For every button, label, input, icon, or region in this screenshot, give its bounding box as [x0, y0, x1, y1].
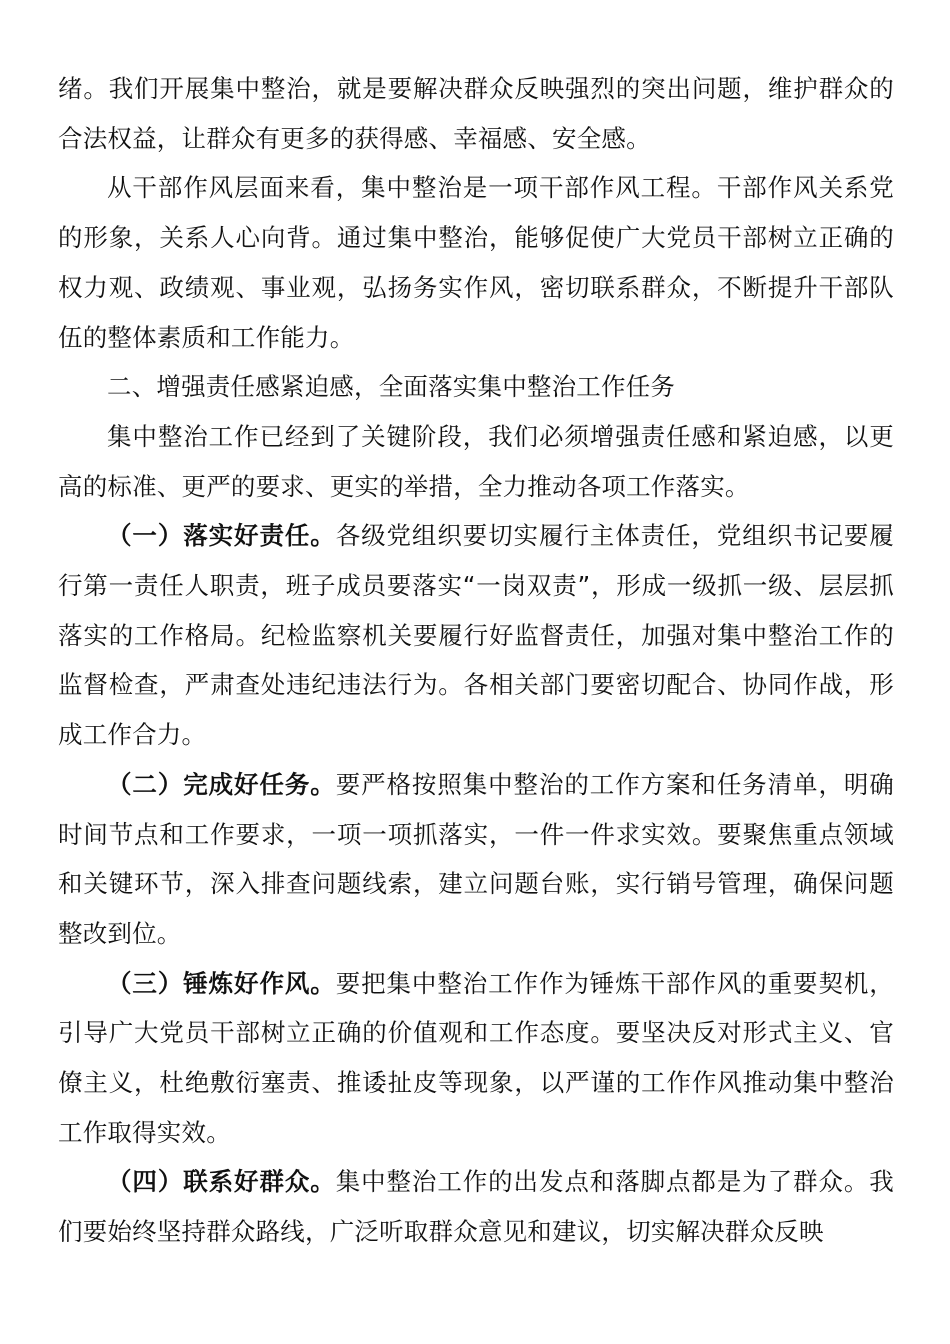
paragraph-intro — [58, 412, 894, 511]
document-page — [58, 64, 894, 1257]
paragraph-text: 绪。我们开展集中整治，就是要解决群众反映强烈的突出问题，维护群众的合法权益，让群众有更多的获得感、幸福感、安全感。 — [58, 74, 894, 153]
paragraph-text: 集中整治工作已经到了关键阶段，我们必须增强责任感和紧迫感，以更高的标准、更严的要求、更实的举措，全力推动各项工作落实。 — [58, 421, 894, 501]
item-title: （二）完成好任务。 — [107, 769, 336, 799]
paragraph-item-four — [58, 1157, 894, 1256]
item-title: （一）落实好责任。 — [107, 521, 336, 551]
section-heading-two — [58, 362, 894, 412]
item-title: （四）联系好群众。 — [107, 1167, 336, 1197]
section-heading-text: 二、增强责任感紧迫感，全面落实集中整治工作任务 — [107, 372, 676, 402]
paragraph-item-three — [58, 959, 894, 1158]
paragraph-continuation — [58, 64, 894, 163]
paragraph-text: 要严格按照集中整治的工作方案和任务清单，明确时间节点和工作要求，一项一项抓落实，一件一件求实效。要聚焦重点领域和关键环节，深入排查问题线索，建立问题台账，实行销号管理，确保问题整改到位。 — [58, 769, 894, 948]
paragraph-item-two — [58, 760, 894, 959]
paragraph-cadre-style — [58, 163, 894, 362]
paragraph-text: 集中整治工作的出发点和落脚点都是为了群众。我们要始终坚持群众路线，广泛听取群众意见和建议，切实解决群众反映 — [58, 1167, 894, 1247]
paragraph-item-one — [58, 511, 894, 760]
paragraph-text: 从干部作风层面来看，集中整治是一项干部作风工程。干部作风关系党的形象，关系人心向背。通过集中整治，能够促使广大党员干部树立正确的权力观、政绩观、事业观，弘扬务实作风，密切联系群众，不断提升干部队伍的整体素质和工作能力。 — [58, 173, 894, 352]
item-title: （三）锤炼好作风。 — [107, 968, 336, 998]
paragraph-text: 要把集中整治工作作为锤炼干部作风的重要契机，引导广大党员干部树立正确的价值观和工作态度。要坚决反对形式主义、官僚主义，杜绝敷衍塞责、推诿扯皮等现象，以严谨的工作作风推动集中整治工作取得实效。 — [58, 968, 894, 1147]
paragraph-text: 各级党组织要切实履行主体责任，党组织书记要履行第一责任人职责，班子成员要落实“一岗双责”，形成一级抓一级、层层抓落实的工作格局。纪检监察机关要履行好监督责任，加强对集中整治工作的监督检查，严肃查处违纪违法行为。各相关部门要密切配合、协同作战，形成工作合力。 — [58, 521, 894, 750]
